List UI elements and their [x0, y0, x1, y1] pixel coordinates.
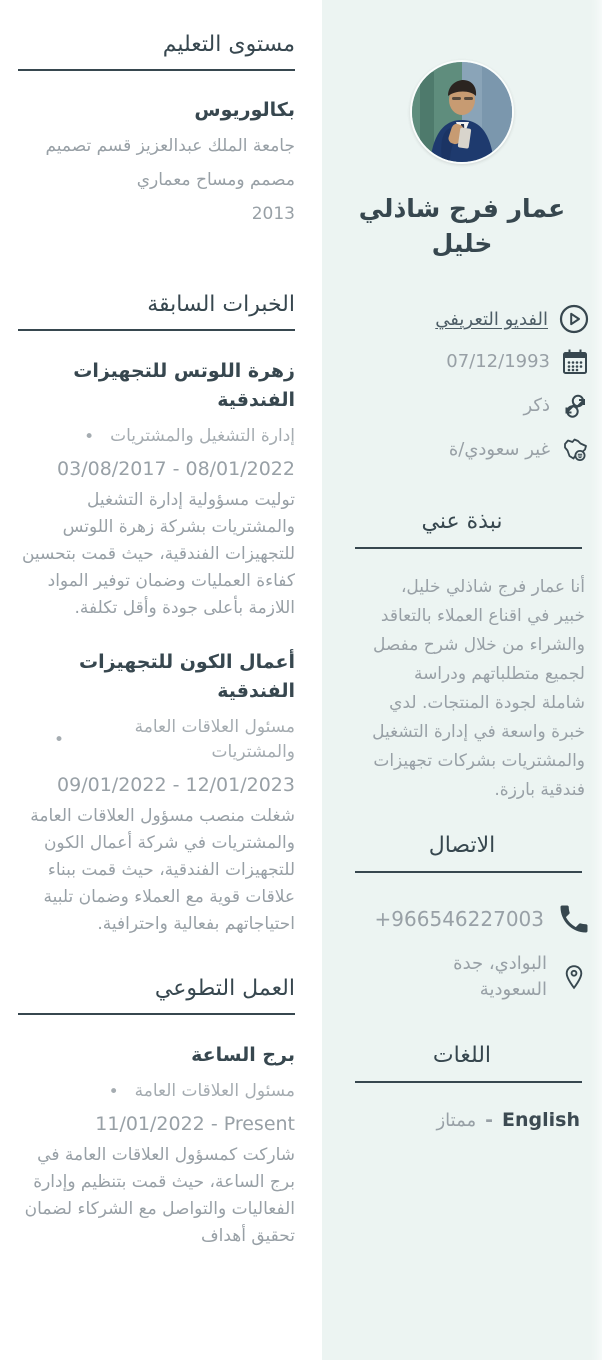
nationality-row [322, 432, 590, 467]
role-title: مسئول العلاقات العامة والمشتريات [134, 717, 295, 762]
section-volunteer [18, 974, 295, 1250]
intro-video-label[interactable]: الفديو التعريفي [435, 308, 548, 330]
profile-photo [410, 60, 514, 164]
bullet-separator: • [84, 426, 95, 447]
intro-video-link[interactable] [322, 303, 590, 335]
education-school: جامعة الملك عبدالعزيز قسم تصميم [45, 136, 295, 156]
nationality-map-icon [560, 435, 590, 465]
role-title: إدارة التشغيل والمشتريات [110, 426, 295, 446]
language-separator: - [485, 1109, 494, 1131]
organization-name: برج الساعة [191, 1044, 295, 1066]
education-year: 2013 [251, 204, 295, 224]
language-item [322, 1109, 580, 1131]
bullet-separator: • [108, 1081, 119, 1102]
phone-icon [556, 901, 592, 937]
job-description: شغلت منصب مسؤول العلاقات العامة والمشتريات في شركة أعمال الكون للتجهيزات الفندقية، حيث قمت ببناء علاقات قوية مع العملاء وضمان تلبية احتياجاتهم بفعالية واحترافية. [30, 806, 295, 934]
company-name: زهرة اللوتس للتجهيزات الفندقية [73, 360, 295, 411]
section-education [18, 30, 295, 228]
language-level: ممتاز [436, 1110, 477, 1131]
section-divider [18, 69, 295, 71]
gender-row [322, 388, 590, 423]
section-divider [355, 1081, 582, 1083]
person-name: عمار فرج شاذلي خليل [358, 194, 566, 258]
gender-icon [560, 391, 590, 421]
section-divider [18, 1013, 295, 1015]
contact-section-title: الاتصال [428, 833, 496, 858]
company-name: أعمال الكون للتجهيزات الفندقية [79, 651, 295, 702]
nationality-value: غير سعودي/ة [448, 439, 550, 460]
section-divider [355, 871, 582, 873]
birth-date-value: 07/12/1993 [446, 351, 550, 372]
section-experience [18, 290, 295, 938]
education-major: مصمم ومساح معماري [136, 170, 295, 190]
experience-entry [18, 648, 295, 938]
volunteer-entry [18, 1041, 295, 1250]
role-row [18, 715, 295, 765]
calendar-icon [560, 347, 590, 377]
play-icon[interactable] [558, 303, 590, 335]
location-value: البوادي، جدة السعودية [453, 953, 547, 1000]
employment-dates: 09/01/2022 - 12/01/2023 [57, 774, 295, 796]
phone-row [322, 901, 592, 937]
job-description: توليت مسؤولية إدارة التشغيل والمشتريات بشركة زهرة اللوتس للتجهيزات الفندقية، حيث قمت بتحسين كفاءة العمليات وضمان توفير المواد اللازمة بأعلى جودة وأقل تكلفة. [21, 490, 295, 618]
experience-section-title: الخبرات السابقة [147, 292, 295, 317]
gender-value: ذكر [523, 395, 550, 416]
volunteer-dates: 11/01/2022 - Present [95, 1113, 295, 1135]
experience-entry [18, 357, 295, 622]
birth-date-row [322, 344, 590, 379]
education-section-title: مستوى التعليم [162, 32, 295, 57]
location-pin-icon [559, 962, 589, 992]
volunteer-description: شاركت كمسؤول العلاقات العامة في برج الساعة، حيث قمت بتنظيم وإدارة الفعاليات والتواصل مع الشركاء لضمان تحقيق أهداف [24, 1145, 295, 1246]
about-text: أنا عمار فرج شاذلي خليل، خبير في اقناع العملاء بالتعاقد والشراء من خلال شرح مفصل لجميع متطلباتهم ودراسة شاملة لجودة المنتجات. لدي خبرة واسعة في إدارة التشغيل والمشتريات بشركات تجهيزات فندقية بارزة. [372, 577, 585, 800]
section-divider [18, 329, 295, 331]
volunteer-section-title: العمل التطوعي [154, 976, 295, 1001]
languages-section-title: اللغات [432, 1043, 492, 1068]
bullet-separator: • [53, 730, 64, 750]
role-row [18, 424, 295, 449]
role-row [18, 1079, 295, 1104]
sidebar [322, 0, 602, 1360]
about-section-title: نبذة عني [421, 509, 503, 534]
role-title: مسئول العلاقات العامة [134, 1081, 295, 1101]
phone-number[interactable]: +966546227003 [374, 907, 544, 931]
section-divider [355, 547, 582, 549]
language-name: English [502, 1109, 580, 1131]
location-row [322, 951, 589, 1003]
employment-dates: 03/08/2017 - 08/01/2022 [57, 458, 295, 480]
education-degree: بكالوريوس [194, 99, 295, 121]
